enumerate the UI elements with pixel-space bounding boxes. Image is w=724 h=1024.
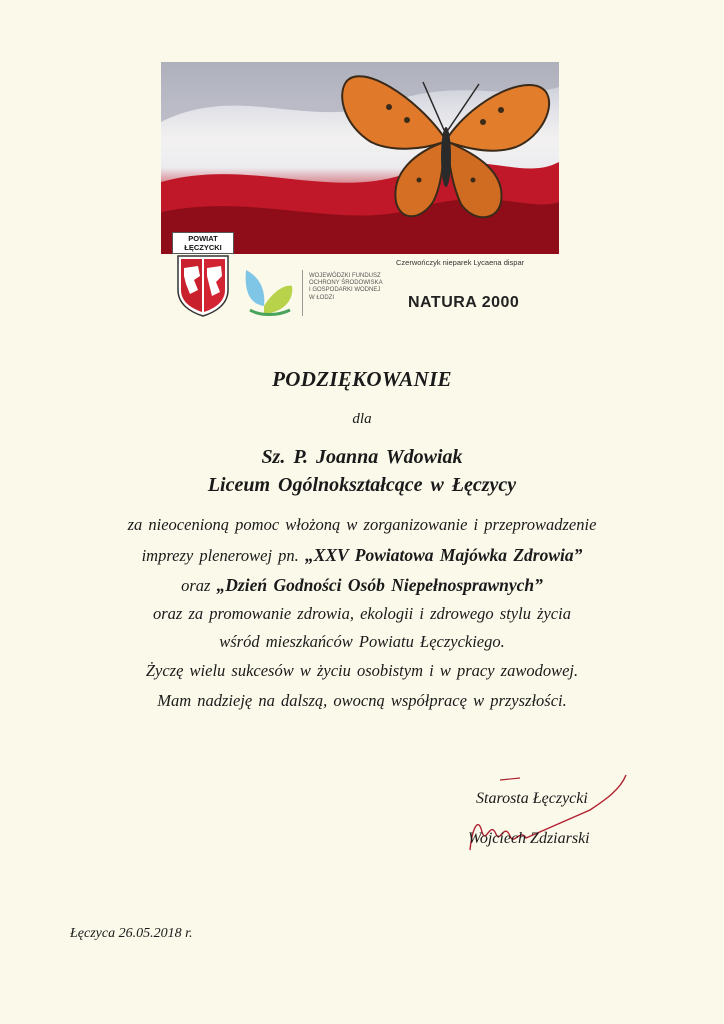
for-label: dla (352, 411, 372, 427)
body-line-2-prefix: imprezy plenerowej pn. (141, 546, 299, 565)
natura-2000-label: NATURA 2000 (408, 294, 520, 311)
fund-name: WOJEWÓDZKI FUNDUSZ OCHRONY ŚRODOWISKA I GOSPODARKI WODNEJ W ŁODZI (309, 273, 383, 301)
butterfly-photo (161, 62, 559, 254)
signatory-name: Wojciech Zdziarski (468, 830, 590, 847)
signature-block (440, 785, 640, 855)
certificate-title: PODZIĘKOWANIE (272, 367, 452, 391)
coat-of-arms-label: POWIAT ŁĘCZYCKI (172, 232, 234, 254)
body-line-2 (0, 545, 724, 566)
body-line-3 (0, 575, 724, 596)
event-name-1: „XXV Powiatowa Majówka Zdrowia” (304, 545, 583, 565)
signatory-title: Starosta Łęczycki (476, 790, 588, 807)
fund-logo-icon (240, 266, 296, 318)
place-and-date: Łęczyca 26.05.2018 r. (70, 926, 193, 941)
event-name-2: „Dzień Godności Osób Niepełnosprawnych” (216, 575, 543, 595)
body-line-3-prefix: oraz (181, 576, 211, 595)
body-line-4: oraz za promowanie zdrowia, ekologii i zdrowego stylu życia (153, 604, 571, 623)
body-line-5: wśród mieszkańców Powiatu Łęczyckiego. (219, 632, 505, 651)
photo-caption: Czerwończyk nieparek Lycaena dispar (396, 258, 525, 267)
coat-of-arms-logo (172, 232, 234, 320)
body-line-6: Życzę wielu sukcesów w życiu osobistym i w pracy zawodowej. (145, 661, 579, 680)
body-line-7: Mam nadzieję na dalszą, owocną współpracę w przyszłości. (157, 691, 567, 710)
logo-divider (302, 270, 303, 316)
recipient-name: Sz. P. Joanna Wdowiak (261, 446, 463, 468)
body-line-1: za nieocenioną pomoc włożoną w zorganizowanie i przeprowadzenie (127, 515, 597, 534)
recipient-school: Liceum Ogólnokształcące w Łęczycy (207, 474, 517, 496)
